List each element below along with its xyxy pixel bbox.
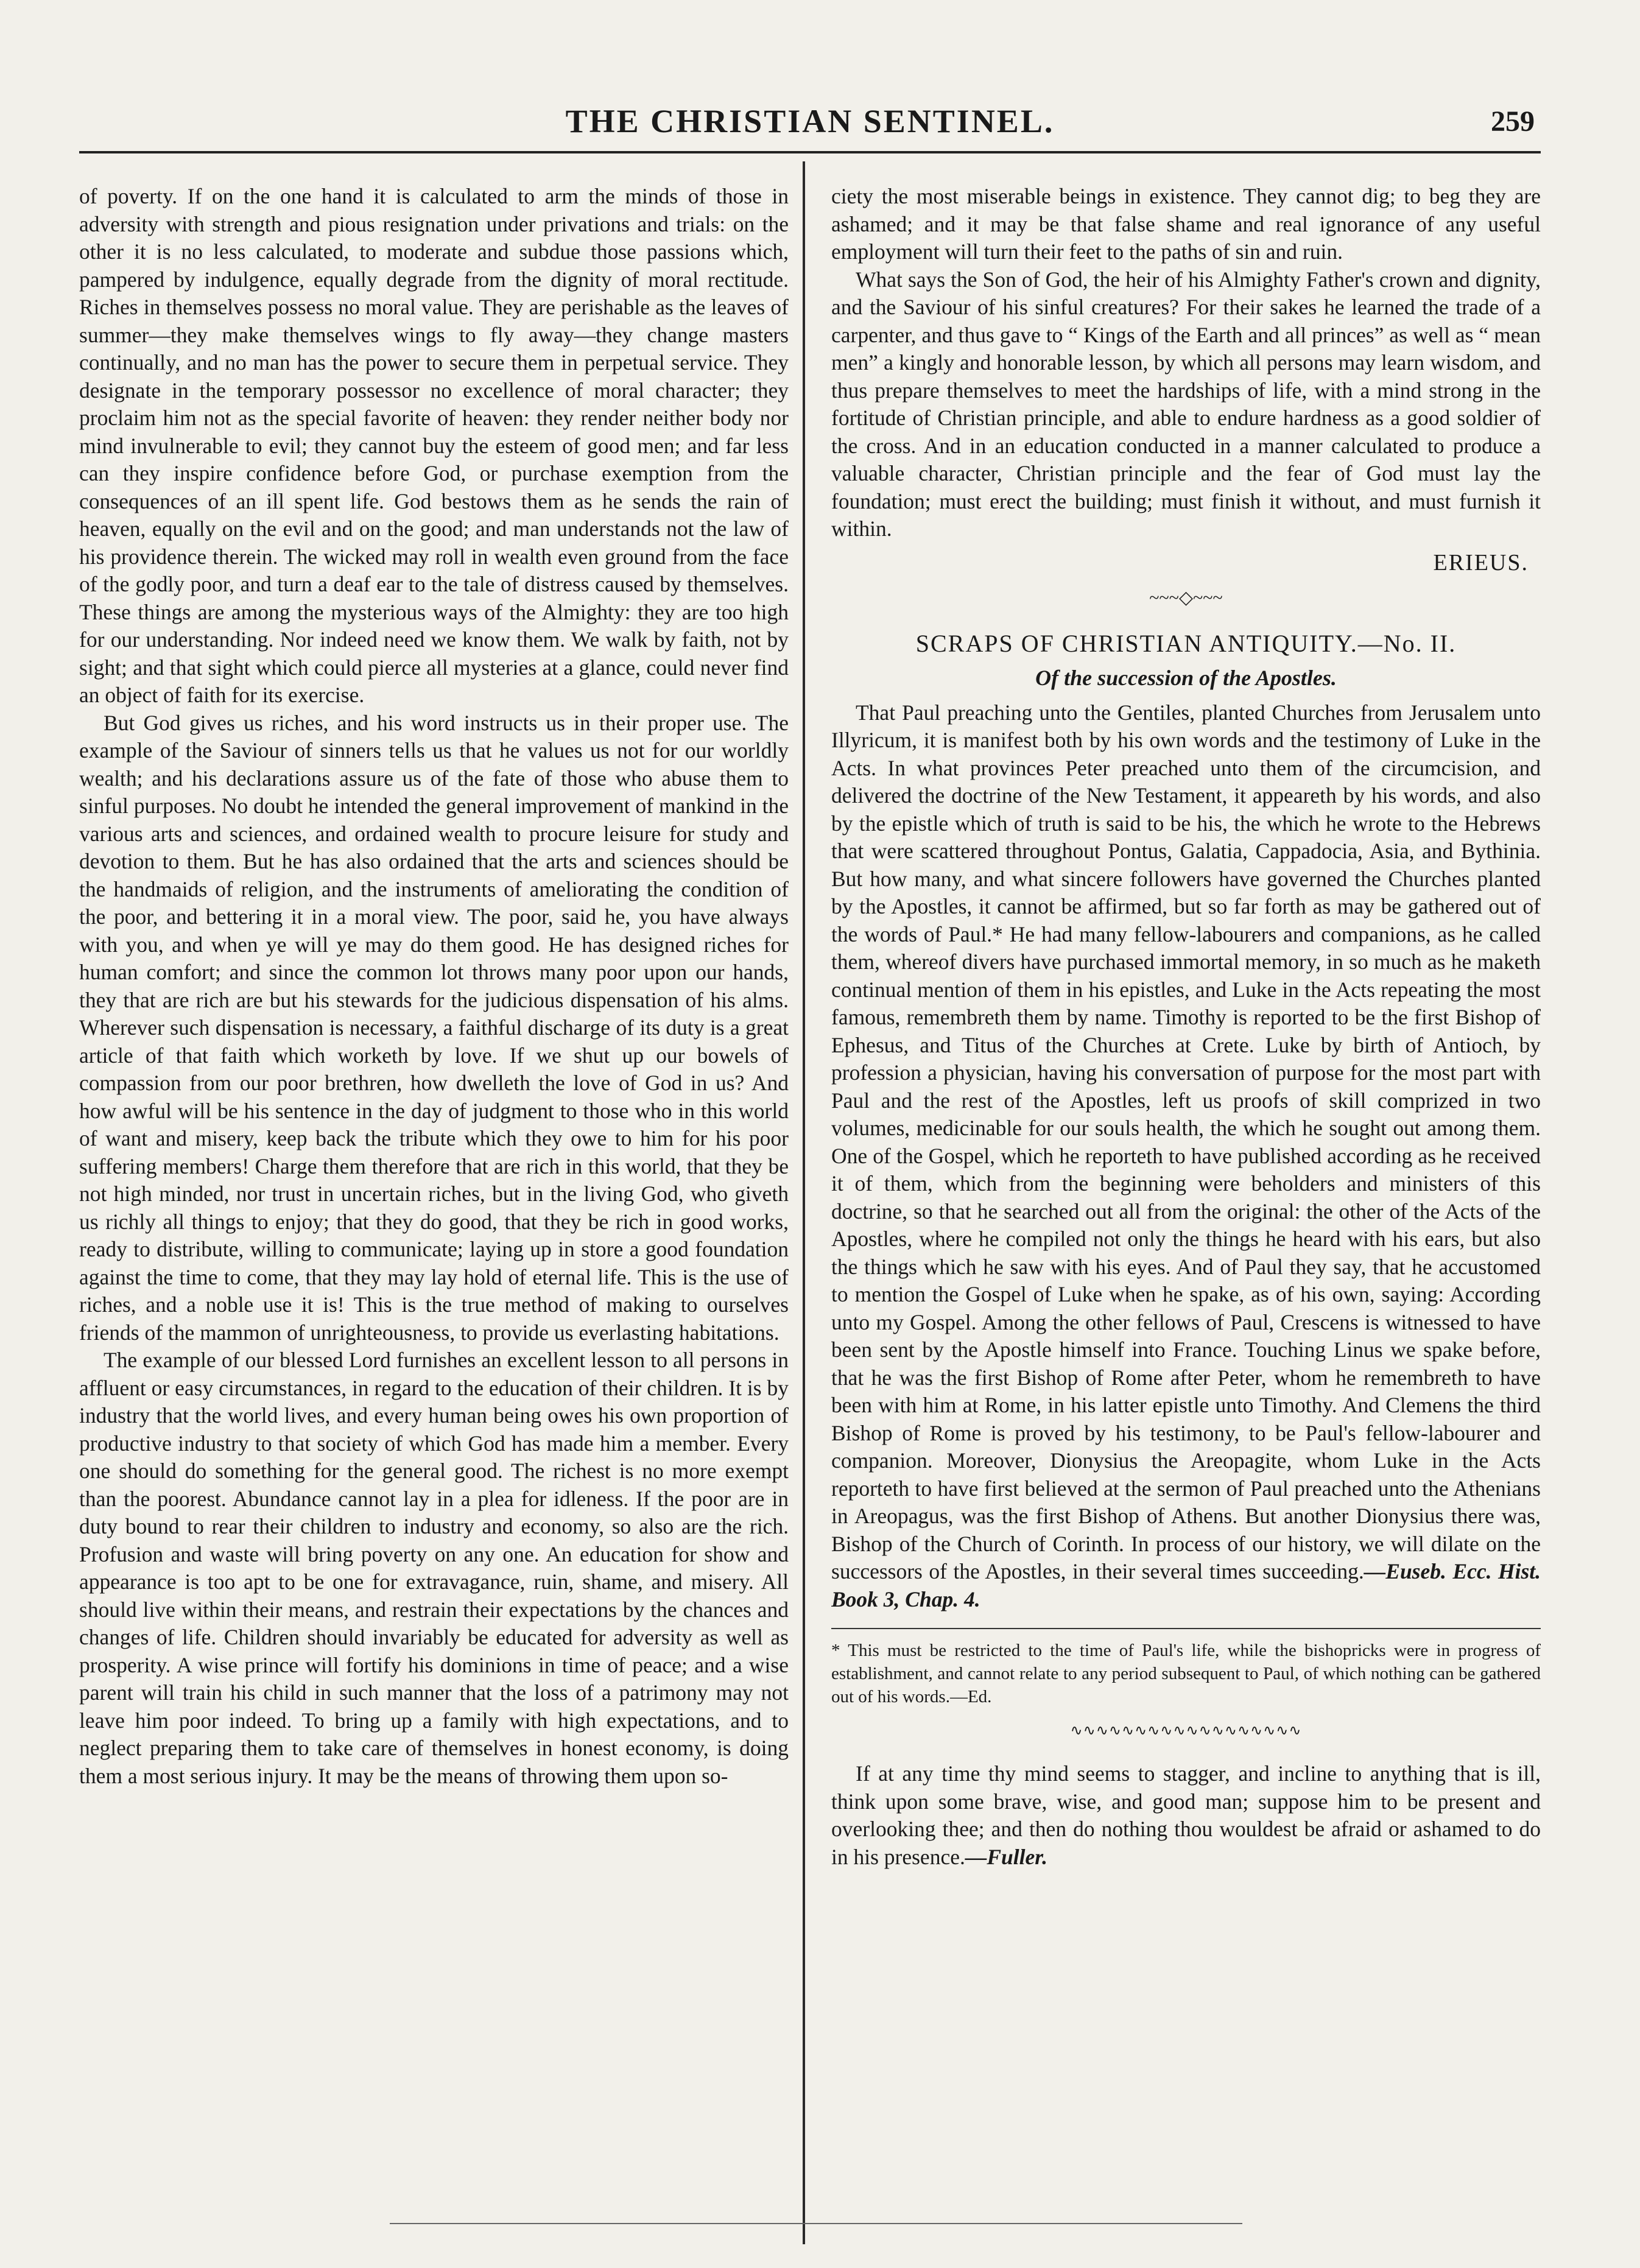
body-paragraph: The example of our blessed Lord furnishes an excellent lesson to all persons in affluent or easy circumstances, in regard to the education of their children. It is by industry that the world lives, and every human being owes his own proportion of productive industry to that society of which God has made him a member. Every one should do something for the general good. The richest is no more exempt than the poorest. Abundance cannot lay in a plea for idleness. If the poor are in duty bound to rear their children to industry and economy, so also are the rich. Profusion and waste will bring poverty on any one. An education for show and appearance is too apt to be one for extravagance, ruin, shame, and misery. All should live within their means, and restrain their expectations by the chances and changes of life. Children should invariably be educated for adversity as well as prosperity. A wise prince will fortify his dominions in time of peace; and a wise parent will train his child in such manner that the loss of a patrimony may not leave him poor indeed. To bring up a family with high expectations, and to neglect preparing them to take care of themselves in honest economy, is doing them a most serious injury. It may be the means of throwing them upon so- xyxy=(79,1348,789,1788)
closing-quote xyxy=(831,1760,1541,1871)
column-divider xyxy=(803,161,805,2244)
left-column xyxy=(79,183,789,2211)
header-rule xyxy=(79,151,1541,153)
body-paragraph: of poverty. If on the one hand it is calculated to arm the minds of those in adversity with strength and pious resignation under privations and trials: on the other it is no less calculated, to moderate and subdue those passions which, pampered by indulgence, equally degrade from the dignity of moral rectitude. Riches in themselves possess no moral value. They are perishable as the leaves of summer—they make themselves wings to fly away—they change masters continually, and no man has the power to secure them in perpetual service. They designate in the temporary possessor no excellence of moral character; they proclaim him not as the special favorite of heaven: they render neither body nor mind invulnerable to evil; they cannot buy the esteem of good men; and far less can they inspire confidence before God, or purchase exemption from the consequences of an ill spent life. God bestows them as he sends the rain of heaven, equally on the evil and on the good; and man understands not the law of his providence therein. The wicked may roll in wealth even ground from the face of the godly poor, and turn a deaf ear to the tale of distress caused by themselves. These things are among the mysterious ways of the Almighty: they are too high for our understanding. Nor indeed need we know them. We walk by faith, not by sight; and that sight which could pierce all mysteries at a glance, could never find an object of faith for its exercise. xyxy=(79,184,789,707)
body-paragraph: ciety the most miserable beings in existence. They cannot dig; to beg they are ashamed; and it may be that false shame and real ignorance of any useful employment will turn their feet to the paths of sin and ruin. xyxy=(831,184,1541,264)
page-number: 259 xyxy=(1491,105,1535,138)
body-paragraph: What says the Son of God, the heir of his Almighty Father's crown and dignity, and the Saviour of his sinful creatures? For their sakes he learned the trade of a carpenter, and thus gave to “ Kings of the Earth and all princes” as well as “ mean men” a kingly and honorable lesson, by which all persons may learn wisdom, and thus prepare themselves to meet the hardships of life, with a mind strong in the fortitude of Christian principle, and able to endure hardness as a good soldier of the cross. And in an education conducted in a manner calculated to produce a valuable character, Christian principle and the fear of God must lay the foundation; must erect the building; must finish it without, and must furnish it within. xyxy=(831,267,1541,541)
bottom-rule xyxy=(390,2223,1242,2224)
article-citation: —Euseb. Ecc. Hist. Book 3, Chap. 4. xyxy=(831,1559,1541,1611)
right-column xyxy=(831,183,1541,2211)
closing-attribution: —Fuller. xyxy=(965,1844,1047,1869)
footnote: * This must be restricted to the time of Paul's life, while the bishopricks were in progress of establishment, and cannot relate to any period subsequent to Paul, of which nothing can be gathered out of his words.—Ed. xyxy=(831,1641,1541,1706)
running-title: THE CHRISTIAN SENTINEL. xyxy=(565,103,1055,139)
page-header xyxy=(85,102,1535,151)
author-signature: ERIEUS. xyxy=(1433,549,1529,576)
wave-divider: ∿∿∿∿∿∿∿∿∿∿∿∿∿∿∿∿∿∿ xyxy=(1070,1723,1302,1739)
closing-quote-text: If at any time thy mind seems to stagger, and incline to anything that is ill, think upon some brave, wise, and good man; suppose him to be present and overlooking thee; and then do nothing thou wouldest be afraid or ashamed to do in his presence. xyxy=(831,1761,1541,1869)
section-subtitle: Of the succession of the Apostles. xyxy=(1035,665,1337,690)
ornament-divider: ~~~◇~~~ xyxy=(1149,587,1223,608)
article-text: That Paul preaching unto the Gentiles, planted Churches from Jerusalem unto Illyricum, it is manifest both by his own words and the testimony of Luke in the Acts. In what provinces Peter preached unto them of the circumcision, and delivered the doctrine of the New Testament, it appeareth by his words, and also by the epistle which of truth is said to be his, the which he wrote to the Hebrews that were scattered throughout Pontus, Galatia, Cappadocia, Asia, and Bythinia. But how many, and what sincere followers have governed the Churches planted by the Apostles, it cannot be affirmed, but so far forth as may be gathered out of the words of Paul.* He had many fellow-labourers and companions, as he called them, whereof divers have purchased immortal memory, in so much as he maketh continual mention of them in his epistles, and Luke in the Acts repeating the most famous, remembreth them by name. Timothy is reported to be the first Bishop of Ephesus, and Titus of the Churches at Crete. Luke by birth of Antioch, by profession a physician, having his conversation of purpose for the most part with Paul and the rest of the Apostles, left us proofs of skill comprized in two volumes, medicinable for our souls health, the which he sought out among them. One of the Gospel, which he reporteth to have published according as he received it of them, which from the beginning were beholders and ministers of this doctrine, so that he searched out all from the original: the other of the Acts of the Apostles, where he compiled not only the things he heard with his ears, but also the things which he saw with his eyes. And of Paul they say, that he accustomed to mention the Gospel of Luke when he spake, as of his own, saying: According unto my Gospel. Among the other fellows of Paul, Crescens is witnessed to have been sent by the Apostle himself into France. Touching Linus we spake before, that he was the first Bishop of Rome after Peter, whom he remembreth to have been with him at Rome, in his latter epistle unto Timothy. And Clemens the third Bishop of Rome is proved by his testimony, to be Paul's fellow-labourer and companion. Moreover, Dionysius the Areopagite, whom Luke in the Acts reporteth to have first believed at the sermon of Paul preached unto the Athenians in Areopagus, was the first Bishop of Athens. But another Dionysius there was, Bishop of the Church of Corinth. In process of our history, we will dilate on the successors of the Apostles, in their several times succeeding. xyxy=(831,700,1541,1583)
section-title: SCRAPS OF CHRISTIAN ANTIQUITY.—No. II. xyxy=(915,629,1457,657)
body-paragraph: But God gives us riches, and his word instructs us in their proper use. The example of the Saviour of sinners tells us that he values us not for our worldly wealth; and his declarations assure us of the fate of those who abuse them to sinful purposes. No doubt he intended the general improvement of mankind in the various arts and sciences, and ordained wealth to procure leisure for study and devotion to them. But he has also ordained that the arts and sciences should be the handmaids of religion, and the instruments of ameliorating the condition of the poor, and bettering it in a moral view. The poor, said he, you have always with you, and when ye will ye may do them good. He has designed riches for human comfort; and since the common lot throws many poor upon our hands, they that are rich are but his stewards for the judicious dispensation of his alms. Wherever such dispensation is necessary, a faithful discharge of its duty is a great article of that faith which worketh by love. If we shut up our bowels of compassion from our poor brethren, how dwelleth the love of God in us? And how awful will be his sentence in the day of judgment to those who in this world of want and misery, keep back the tribute which they owe to him for his poor suffering members! Charge them therefore that are rich in this world, that they be not high minded, nor trust in uncertain riches, but in the living God, who giveth us richly all things to enjoy; that they do good, that they be rich in good works, ready to distribute, willing to communicate; laying up in store a good foundation against the time to come, that they may lay hold of eternal life. This is the use of riches, and a noble use it is! This is the true method of making to ourselves friends of the mammon of unrighteousness, to provide us everlasting habitations. xyxy=(79,710,789,1345)
footnote-rule xyxy=(831,1628,1541,1629)
article-body xyxy=(831,699,1541,1614)
